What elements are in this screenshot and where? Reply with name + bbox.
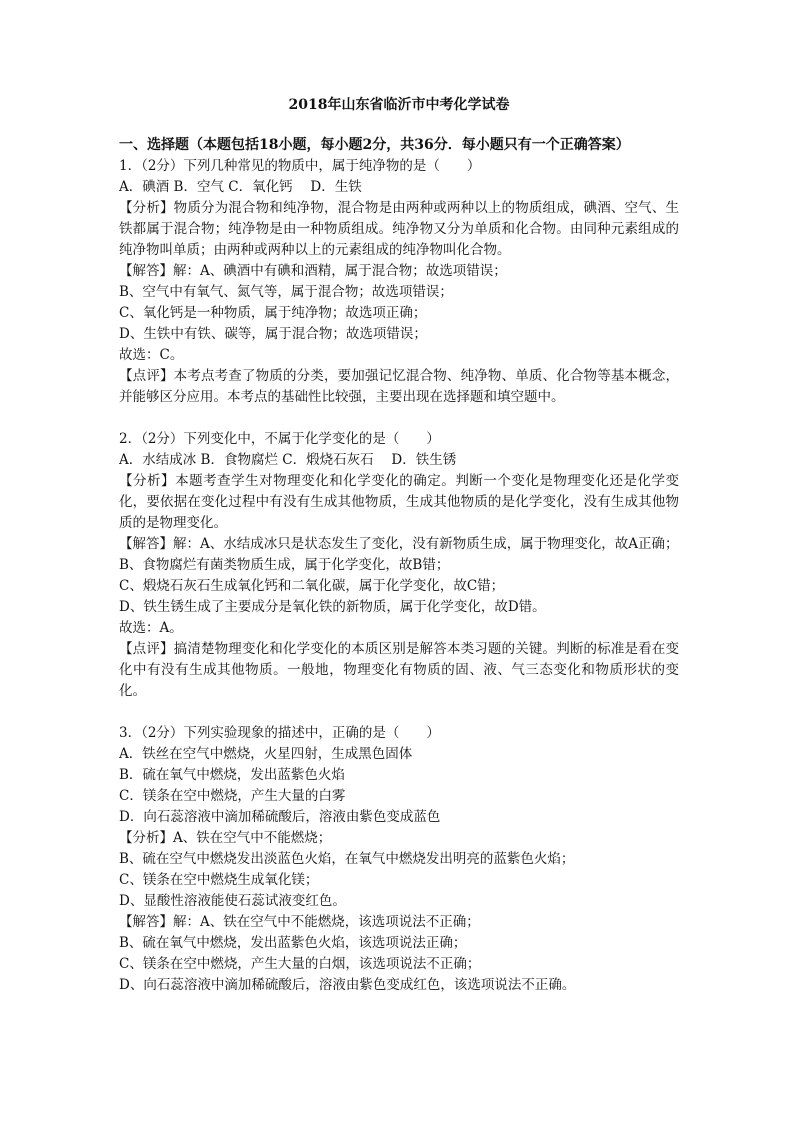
question-3-option-a: A．铁丝在空气中燃烧，火星四射，生成黑色固体 — [119, 746, 413, 762]
answer-line: 解：A、铁在空气中不能燃烧，该选项说法不正确； — [173, 914, 480, 930]
analysis-tag: 【分析】 — [119, 473, 176, 489]
answer-tag: 【解答】 — [119, 536, 173, 552]
question-3-option-c: C．镁条在空中燃烧，产生大量的白雾 — [119, 788, 346, 804]
answer-line: C、镁条在空中燃烧，产生大量的白烟，该选项说法不正确； — [119, 956, 481, 972]
answer-line: C、氧化钙是一种物质，属于纯净物；故选项正确； — [119, 305, 427, 321]
answer-line: D、生铁中有铁、碳等，属于混合物；故选项错误； — [119, 326, 427, 342]
comment-text: 本考点考查了物质的分类，要加强记忆混合物、纯净物、单质、化合物等基本概念，并能够区分应用。本考点的基础性比较强，主要出现在选择题和填空题中。 — [119, 368, 680, 405]
page-title: 2018年山东省临沂市中考化学试卷 — [288, 97, 510, 113]
answer-line: C、煅烧石灰石生成氧化钙和二氧化碳，属于化学变化，故C错； — [119, 578, 505, 594]
comment-tag: 【点评】 — [119, 368, 174, 384]
question-1 — [119, 156, 679, 408]
answer-choice: 故选：A。 — [119, 620, 183, 636]
question-2-stem: 2．（2分）下列变化中，不属于化学变化的是（ ） — [119, 431, 440, 447]
question-3-answer — [119, 912, 679, 933]
analysis-line: C、镁条在空中燃烧生成氧化镁； — [119, 872, 319, 888]
section-heading: 一、选择题（本题包括18小题，每小题2分，共36分．每小题只有一个正确答案） — [119, 137, 630, 153]
question-3 — [119, 723, 679, 996]
answer-line: B、食物腐烂有菌类物质生成，属于化学变化，故B错； — [119, 557, 450, 573]
answer-line: B、空气中有氧气、氮气等，属于混合物；故选项错误； — [119, 284, 453, 300]
answer-line: 解：A、碘酒中有碘和酒精，属于混合物；故选项错误； — [173, 263, 507, 279]
question-2-comment — [119, 639, 679, 702]
question-1-stem: 1．（2分）下列几种常见的物质中，属于纯净物的是（ ） — [119, 158, 481, 174]
analysis-text: 本题考查学生对物理变化和化学变化的确定。判断一个变化是物理变化还是化学变化，要依据在变化过程中有没有生成其他物质，生成其他物质的是化学变化，没有生成其他物质的是物理变化。 — [119, 473, 680, 531]
analysis-tag: 【分析】 — [119, 830, 173, 846]
question-2-options: A．水结成冰 B．食物腐烂 C．煅烧石灰石 D．铁生锈 — [119, 452, 457, 468]
answer-line: 解：A、水结成冰只是状态发生了变化，没有新物质生成，属于物理变化，故A正确； — [173, 536, 679, 552]
question-1-comment — [119, 366, 679, 408]
question-1-analysis — [119, 198, 679, 261]
analysis-text: 物质分为混合物和纯净物，混合物是由两种或两种以上的物质组成，碘酒、空气、生铁都属于混合物；纯净物是由一种物质组成。纯净物又分为单质和化合物。由同种元素组成的纯净物叫单质；由两种或两种以上的元素组成的纯净物叫化合物。 — [119, 200, 680, 258]
analysis-line: B、硫在空气中燃烧发出淡蓝色火焰，在氧气中燃烧发出明亮的蓝紫色火焰； — [119, 851, 575, 867]
question-1-options: A．碘酒 B．空气 C．氧化钙 D．生铁 — [119, 179, 362, 195]
comment-tag: 【点评】 — [119, 641, 174, 657]
answer-choice: 故选：C。 — [119, 347, 184, 363]
question-3-analysis — [119, 828, 679, 849]
answer-line: B、硫在氧气中燃烧，发出蓝紫色火焰，该选项说法正确； — [119, 935, 467, 951]
analysis-line: D、显酸性溶液能使石蕊试液变红色。 — [119, 893, 346, 909]
spacer — [119, 702, 679, 723]
answer-tag: 【解答】 — [119, 263, 173, 279]
question-3-option-b: B．硫在氧气中燃烧，发出蓝紫色火焰 — [119, 767, 345, 783]
answer-tag: 【解答】 — [119, 914, 173, 930]
answer-line: D、铁生锈生成了主要成分是氧化铁的新物质，属于化学变化，故D错。 — [119, 599, 546, 615]
question-2-answer — [119, 534, 679, 555]
question-3-option-d: D．向石蕊溶液中滴加稀硫酸后，溶液由紫色变成蓝色 — [119, 809, 441, 825]
analysis-line: A、铁在空气中不能燃烧； — [173, 830, 332, 846]
comment-text: 搞清楚物理变化和化学变化的本质区别是解答本类习题的关键。判断的标准是看在变化中有没有生成其他物质。一般地，物理变化有物质的固、液、气三态变化和物质形状的变化。 — [119, 641, 680, 699]
answer-line: D、向石蕊溶液中滴加稀硫酸后，溶液由紫色变成红色，该选项说法不正确。 — [119, 977, 576, 993]
question-2-analysis — [119, 471, 679, 534]
exam-page — [119, 95, 679, 996]
question-1-answer — [119, 261, 679, 282]
question-3-stem: 3．（2分）下列实验现象的描述中，正确的是（ ） — [119, 725, 440, 741]
question-2 — [119, 429, 679, 702]
analysis-tag: 【分析】 — [119, 200, 174, 216]
spacer — [119, 408, 679, 429]
